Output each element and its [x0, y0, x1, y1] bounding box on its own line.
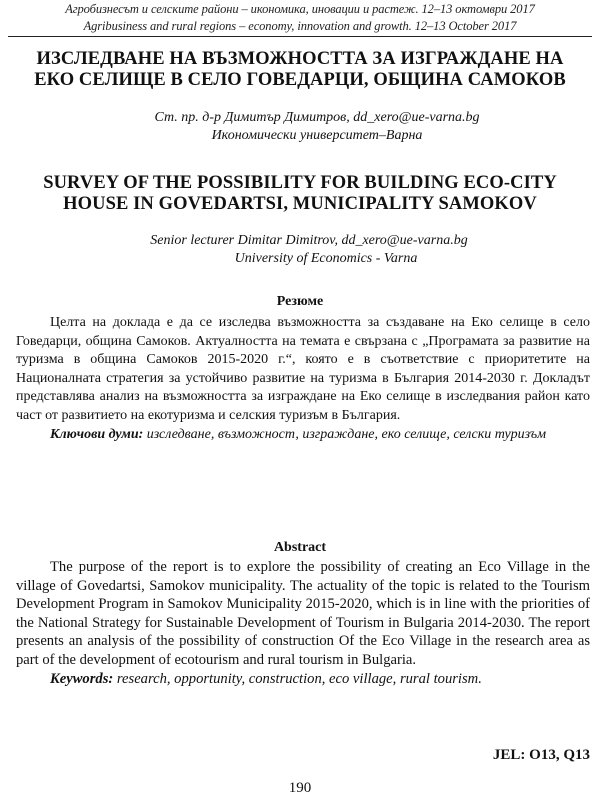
- en-abstract-text: The purpose of the report is to explore the possibility of creating an Eco Village in the village of Govedartsi, Samokov municipality. The actuality of the topic is related to the Tourism Development Program in Samokov Municipality 2015-2020, which is in line with the priorities of the National Strategy for Sustainable Development of Tourism in Bulgaria 2014-2030. The report presents an analysis of the possibility of construction Of the Eco Village in the research area as part of the development of ecotourism and rural tourism in Bulgaria.: [16, 559, 590, 668]
- en-abstract-heading: Abstract: [273, 540, 327, 555]
- en-abstract: [16, 558, 590, 688]
- en-affiliation: University of Economics - Varna: [234, 251, 418, 266]
- en-author-block: [0, 232, 600, 268]
- jel-codes: JEL: O13, Q13: [492, 747, 590, 763]
- en-keywords: [16, 670, 590, 689]
- en-author: Senior lecturer Dimitar Dimitrov, dd_xero@ue-varna.bg: [150, 233, 468, 248]
- bg-keywords-list: изследване, възможност, изграждане, еко селище, селски туризъм: [146, 426, 547, 442]
- bg-title: [0, 49, 600, 91]
- bg-title-line-1: ИЗСЛЕДВАНЕ НА ВЪЗМОЖНОСТТА ЗА ИЗГРАЖДАНЕ НА: [36, 49, 564, 69]
- page-number: 190: [288, 780, 312, 796]
- bg-title-line-2: ЕКО СЕЛИЩЕ В СЕЛО ГОВЕДАРЦИ, ОБЩИНА САМОКОВ: [34, 70, 566, 90]
- bg-abstract-text: Целта на доклада е да се изследва възможността за създаване на Еко селище в село Говедарци, община Самоков. Актуалността на темата е свързана с „Програмата за развитие на туризма в община Самоков 2015-2020 г.“, която е в съответствие с приоритетите на Националната стратегия за устойчиво развитие на туризма в България 2014-2030 г. Докладът представлява анализ на възможността за изграждане на Еко селище в изследвания район като част от развитието на екотуризма и селския туризъм в България.: [16, 315, 590, 423]
- running-header-bg: Агробизнесът и селските райони – икономика, иновации и растеж. 12–13 октомври 2017: [65, 2, 535, 16]
- bg-keywords-label: Ключови думи:: [50, 426, 144, 442]
- en-keywords-label: Keywords:: [50, 670, 114, 687]
- en-title-line-1: SURVEY OF THE POSSIBILITY FOR BUILDING ECO-CITY: [43, 173, 557, 193]
- bg-author-block: [0, 109, 600, 145]
- en-title-line-2: HOUSE IN GOVEDARTSI, MUNICIPALITY SAMOKOV: [63, 194, 537, 214]
- bg-abstract: [16, 314, 590, 444]
- running-header: [0, 1, 600, 35]
- en-keywords-list: research, opportunity, construction, eco village, rural tourism.: [116, 670, 482, 687]
- bg-keywords: [16, 426, 590, 445]
- bg-affiliation: Икономически университет–Варна: [211, 128, 423, 143]
- running-header-en: Agribusiness and rural regions – economy, innovation and growth. 12–13 October 2017: [83, 19, 517, 33]
- bg-abstract-heading: Резюме: [276, 294, 324, 309]
- header-divider: [8, 36, 592, 37]
- bg-author: Ст. пр. д-р Димитър Димитров, dd_xero@ue-varna.bg: [154, 110, 480, 125]
- en-title: [0, 173, 600, 215]
